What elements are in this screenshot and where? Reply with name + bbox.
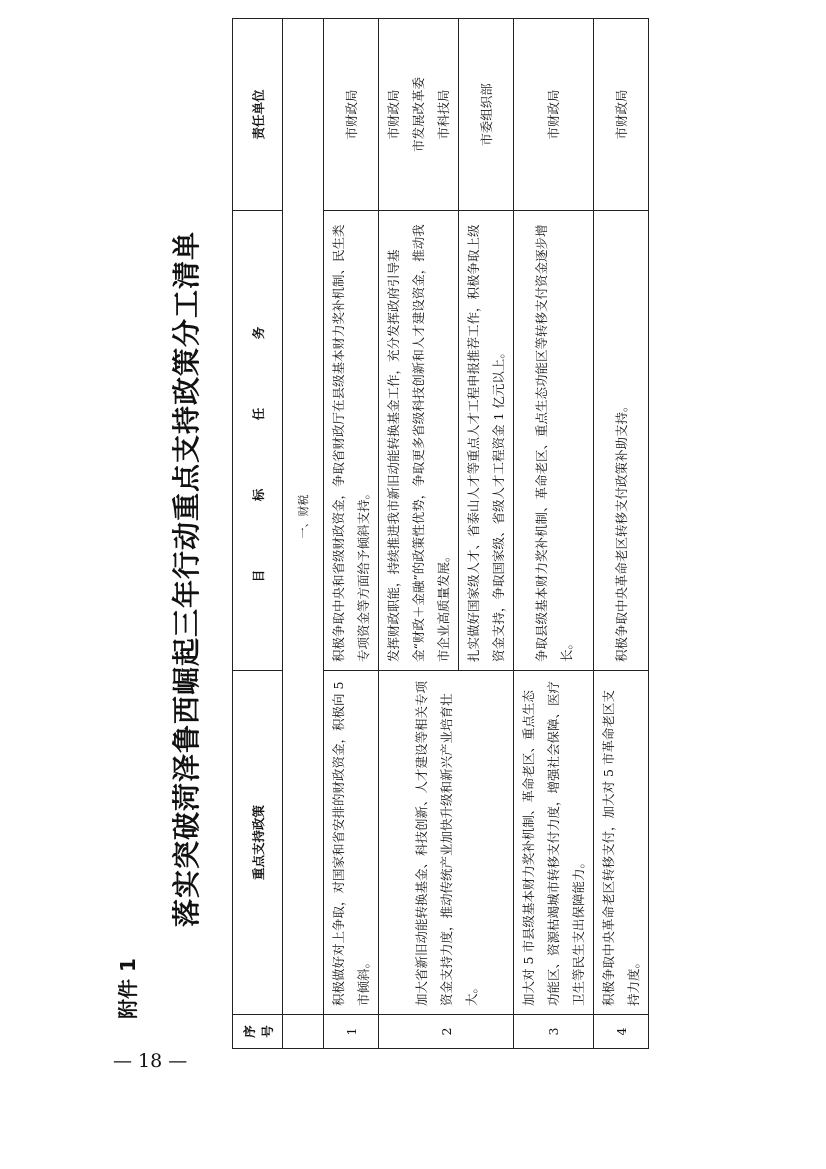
unit-name: 市财政局: [613, 89, 629, 140]
row-no: 2: [379, 1015, 514, 1049]
header-unit: 责任单位: [233, 19, 283, 211]
row-policy: 加大对 5 市县级基本财力奖补机制、革命老区、重点生态功能区、资源枯竭城市转移支付力度，增强社会保障、医疗卫生等民生支出保障能力。: [514, 671, 594, 1015]
section-row: [283, 19, 324, 1049]
row-task: 发挥财政职能，持续推进我市新旧动能转换基金工作，充分发挥政府引导基金“财政＋金融”的政策性优势，争取更多省级科技创新和人才建设资金，推动我市企业高质量发展。: [379, 211, 459, 671]
row-task: 积极争取中央和省级财政资金，争取省财政厅在县级基本财力奖补机制、民生类专项资金等方面给予倾斜支持。: [324, 211, 379, 671]
row-task: 扎实做好国家级人才、省泰山人才等重点人才工程申报推荐工作，积极争取上级资金支持，争取国家级、省级人才工程资金 1 亿元以上。: [459, 211, 514, 671]
table-row: [594, 19, 649, 1049]
row-unit: [594, 19, 649, 211]
row-no: 3: [514, 1015, 594, 1049]
row-unit: [379, 19, 459, 211]
unit-name: 市财政局: [343, 89, 359, 140]
policy-table: [232, 18, 649, 1049]
row-policy: 加大省新旧动能转换基金、科技创新、人才建设等相关专项资金支持力度，推动传统产业加快升级和新兴产业培育壮大。: [379, 671, 514, 1015]
row-no: 4: [594, 1015, 649, 1049]
unit-name: 市委组织部: [478, 83, 494, 146]
row-policy: 积极争取中央革命老区转移支付，加大对 5 市革命老区支持力度。: [594, 671, 649, 1015]
table-row: [324, 19, 379, 1049]
unit-name: 市发展改革委: [411, 77, 426, 153]
section-title: 一、财税: [283, 19, 324, 1015]
header-policy: 重点支持政策: [233, 671, 283, 1015]
table-row: [514, 19, 594, 1049]
header-task: 目 标 任 务: [233, 211, 283, 671]
row-unit: [514, 19, 594, 211]
unit-name: 市科技局: [436, 89, 451, 140]
unit-name: 市财政局: [546, 89, 561, 140]
page-number: — 18 —: [113, 1050, 188, 1072]
row-no: 1: [324, 1015, 379, 1049]
document-title: 落实突破菏泽鲁西崛起三年行动重点支持政策分工清单: [170, 231, 203, 928]
table-row: [379, 19, 459, 1049]
row-task: 争取县级基本财力奖补机制、革命老区、重点生态功能区等转移支付资金逐步增长。: [514, 211, 594, 671]
row-unit: [324, 19, 379, 211]
row-policy: 积极做好对上争取，对国家和省安排的财政资金，积极向 5 市倾斜。: [324, 671, 379, 1015]
row-unit: [459, 19, 514, 211]
row-task: 积极争取中央革命老区转移支付政策补助支持。: [594, 211, 649, 671]
unit-name: 市财政局: [386, 89, 401, 140]
attachment-label: 附件 1: [116, 958, 140, 1019]
table-header-row: [233, 19, 283, 1049]
header-no: 序号: [233, 1015, 283, 1049]
